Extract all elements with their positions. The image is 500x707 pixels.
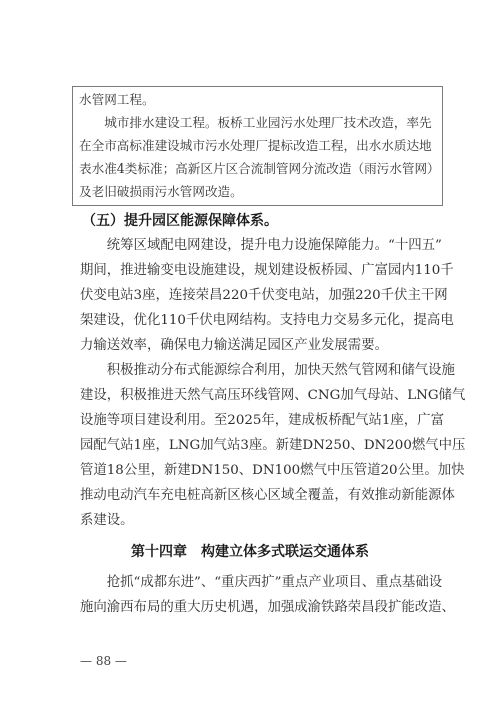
text-line: 管道18公里，新建DN150、DN100燃气中压管道20公里。加快: [80, 463, 465, 478]
text-line: 力输送效率，确保电力输送满足园区产业发展需要。: [80, 338, 388, 353]
text-line: 系建设。: [80, 513, 134, 528]
text-line: 伏变电站3座，连接荣昌220千伏变电站，加强220千伏主干网: [80, 288, 448, 303]
box-line: 表水准4类标准；高新区片区合流制管网分流改造（雨污水管网）: [79, 161, 440, 176]
text-line: 抢抓“成都东进”、“重庆西扩”重点产业项目、重点基础设: [80, 575, 443, 590]
text-line: 推动电动汽车充电桩高新区核心区域全覆盖，有效推动新能源体: [80, 488, 455, 503]
text-line: 架建设，优化110千伏电网结构。支持电力交易多元化，提高电: [80, 313, 454, 328]
text-line: 施向渝西布局的重大历史机遇，加强成渝铁路荣昌段扩能改造、: [80, 600, 455, 615]
text-line: 统筹区域配电网建设，提升电力设施保障能力。“十四五”: [80, 238, 442, 253]
box-line: 水管网工程。: [79, 92, 155, 107]
text-line: 期间，推进输变电设施建设，规划建设板桥园、广富园内110千: [80, 263, 454, 278]
box-line: 及老旧破损雨污水管网改造。: [79, 184, 243, 199]
box-line: 城市排水建设工程。板桥工业园污水处理厂技术改造，率先: [79, 115, 432, 130]
page-number: — 88 —: [80, 654, 127, 668]
section-heading: （五）提升园区能源保障体系。: [82, 213, 278, 229]
text-line: 积极推动分布式能源综合利用，加快天然气管网和储气设施: [80, 363, 455, 378]
text-line: 园配气站1座，LNG加气站3座。新建DN250、DN200燃气中压: [80, 438, 466, 453]
box-line: 在全市高标准建设城市污水处理厂提标改造工程，出水水质达地: [79, 138, 432, 153]
content-box: [72, 86, 443, 206]
chapter-title: 第十四章 构建立体多式联运交通体系: [131, 544, 369, 560]
text-line: 设施等项目建设利用。至2025年，建成板桥配气站1座，广富: [80, 413, 444, 428]
text-line: 建设，积极推进天然气高压环线管网、CNG加气母站、LNG储气: [80, 388, 466, 403]
